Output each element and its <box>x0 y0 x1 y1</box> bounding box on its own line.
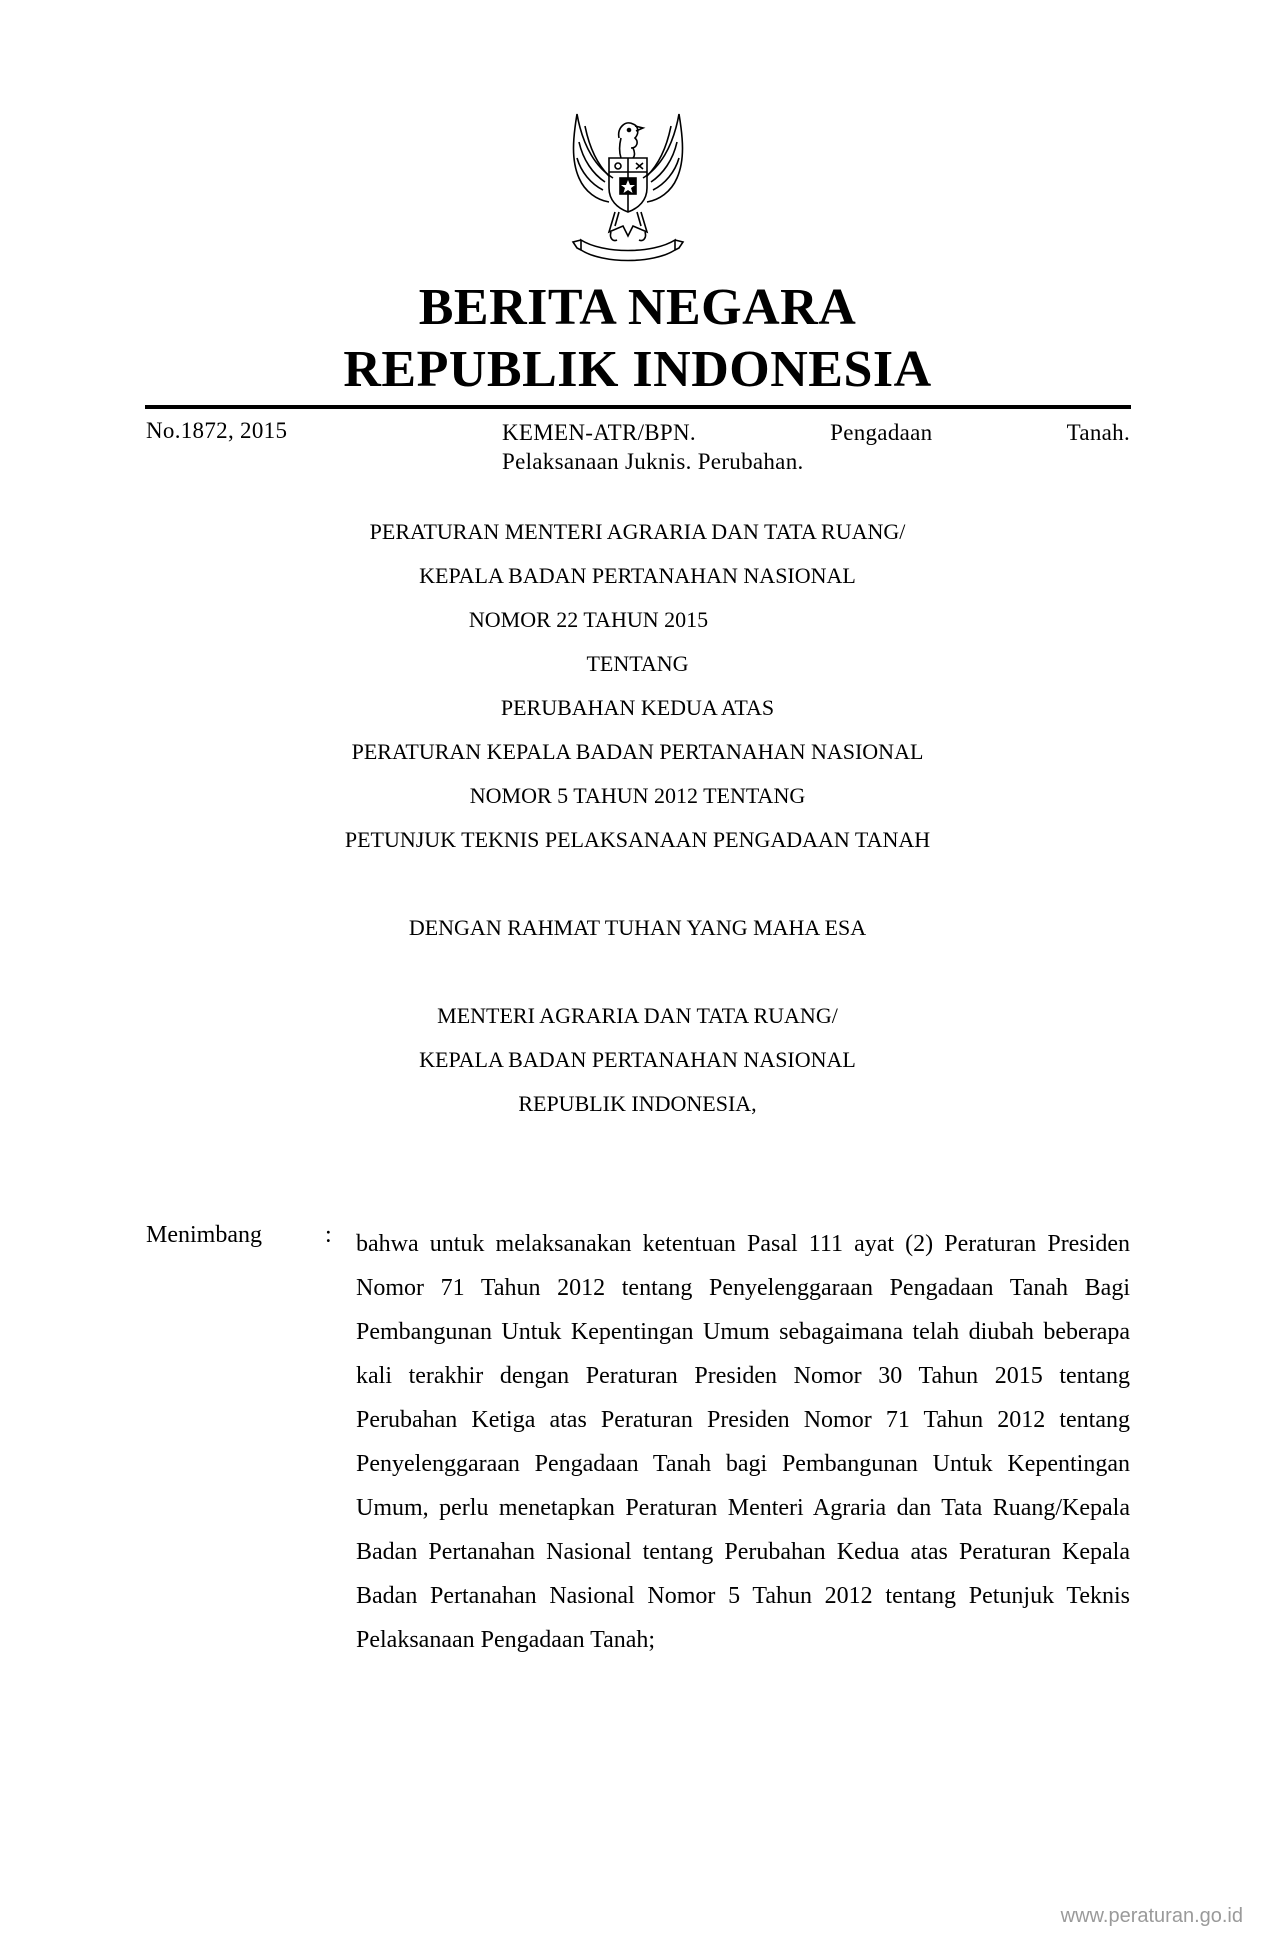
menimbang-label: Menimbang <box>146 1222 262 1248</box>
issue-number: No.1872, 2015 <box>146 418 288 443</box>
regulation-title-line: PERUBAHAN KEDUA ATAS <box>500 695 775 720</box>
menimbang-text: bahwa untuk melaksanakan ketentuan Pasal 111 ayat (2) Peraturan Presiden Nomor 71 Tahun 2012 tentang Penyelenggaraan Pengadaan Tanah Bagi Pembangunan Untuk Kepentingan Umum sebagaimana telah diubah beberapa kali terakhir dengan Peraturan Presiden Nomor 30 Tahun 2015 tentang Perubahan Ketiga atas Peraturan Presiden Nomor 71 Tahun 2012 tentang Penyelenggaraan Pengadaan Tanah bagi Pembangunan Untuk Kepentingan Umum, perlu menetapkan Peraturan Menteri Agraria dan Tata Ruang/Kepala Badan Pertanahan Nasional tentang Perubahan Kedua atas Peraturan Kepala Badan Pertanahan Nasional Nomor 5 Tahun 2012 tentang Petunjuk Teknis Pelaksanaan Pengadaan Tanah; <box>356 1231 1130 1653</box>
issue-subject-word: Pengadaan <box>830 420 933 445</box>
issue-subject-line: Pelaksanaan Juknis. Perubahan. <box>502 449 804 474</box>
masthead-subtitle: REPUBLIK INDONESIA <box>343 341 932 398</box>
regulation-title-line: NOMOR 5 TAHUN 2012 TENTANG <box>469 783 806 808</box>
authority-line: KEPALA BADAN PERTANAHAN NASIONAL <box>419 1047 856 1072</box>
garuda-emblem-icon <box>553 108 703 270</box>
regulation-number-line: NOMOR 22 TAHUN 2015 <box>468 607 709 632</box>
issue-subject <box>502 418 1130 476</box>
menimbang-colon: : <box>325 1222 332 1248</box>
masthead-title: BERITA NEGARA <box>418 279 857 336</box>
authority-line: REPUBLIK INDONESIA, <box>518 1091 757 1116</box>
regulation-title-line: PERATURAN MENTERI AGRARIA DAN TATA RUANG/ <box>369 519 906 544</box>
regulation-title-line: TENTANG <box>586 651 689 676</box>
regulation-title-line: PERATURAN KEPALA BADAN PERTANAHAN NASIONAL <box>351 739 924 764</box>
authority-line: MENTERI AGRARIA DAN TATA RUANG/ <box>437 1003 838 1028</box>
issue-subject-word: Tanah. <box>1066 420 1130 445</box>
invocation: DENGAN RAHMAT TUHAN YANG MAHA ESA <box>408 915 867 940</box>
regulation-title-line: PETUNJUK TEKNIS PELAKSANAAN PENGADAAN TANAH <box>344 827 931 852</box>
masthead-divider <box>145 405 1131 409</box>
issue-subject-word: KEMEN-ATR/BPN. <box>502 420 696 445</box>
regulation-title-line: KEPALA BADAN PERTANAHAN NASIONAL <box>419 563 856 588</box>
footer-url: www.peraturan.go.id <box>1060 1905 1243 1927</box>
